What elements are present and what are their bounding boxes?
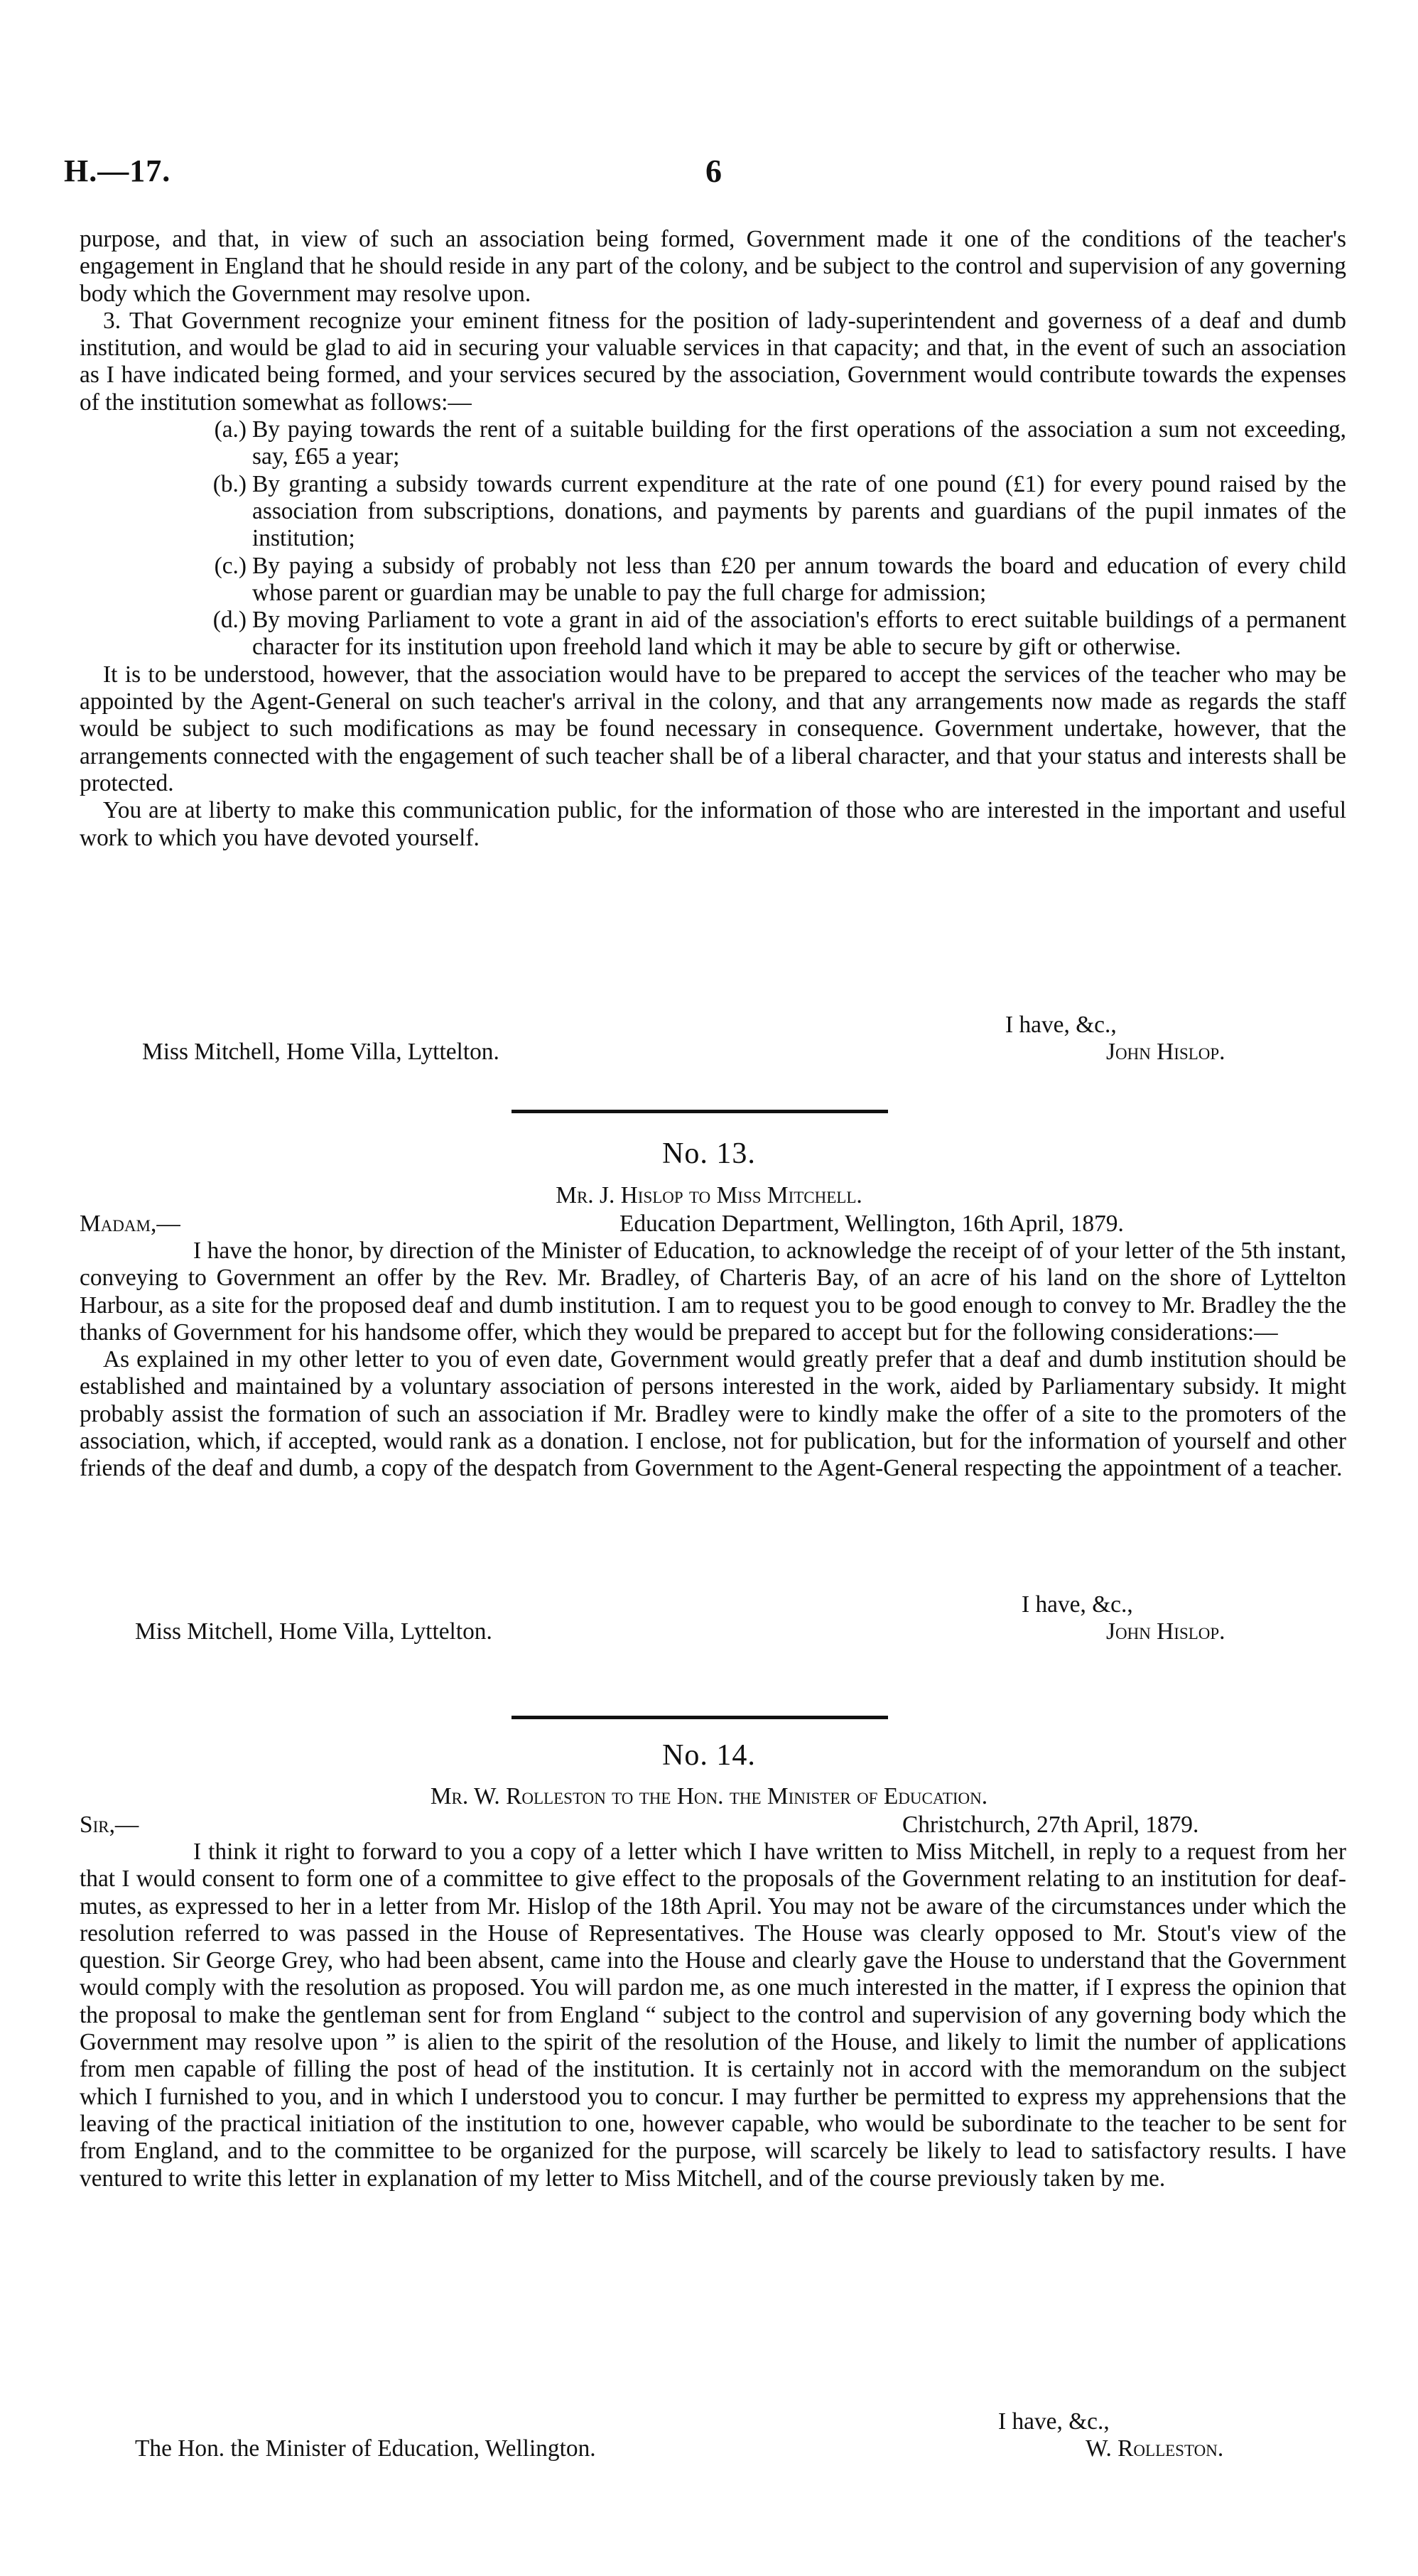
signature: W. Rolleston. — [1086, 2435, 1224, 2462]
page-number: 6 — [705, 153, 722, 189]
liberty-paragraph: You are at liberty to make this communication public, for the information of those who are interested in the important and useful work to which you have devoted yourself. — [80, 797, 1346, 851]
understood-paragraph: It is to be understood, however, that the association would have to be prepared to accept the services of the teacher who may be appointed by the Agent-General on such teacher's arrival in the colony, and that any arrangements now made as regards the staff would be subject to such modifications as may be found necessary in consequence. Government undertake, however, that the arrangements connected with the engagement of such teacher shall be of a liberal character, and that your status and interests shall be protected. — [80, 661, 1346, 796]
closing-phrase: I have, &c., — [1022, 1591, 1133, 1618]
salutation: Madam,— — [80, 1211, 180, 1237]
document-number: No. 14. — [662, 1739, 756, 1772]
intro-letter — [80, 226, 1346, 852]
salutation: Sir,— — [80, 1812, 139, 1838]
list-item-text: By paying towards the rent of a suitable building for the first operations of the association a sum not exceeding, say, £65 a year; — [252, 416, 1346, 470]
closing-phrase: I have, &c., — [1005, 1012, 1117, 1038]
dateline: Education Department, Wellington, 16th April, 1879. — [619, 1211, 1124, 1237]
signature: John Hislop. — [1106, 1618, 1225, 1645]
addressee: Miss Mitchell, Home Villa, Lyttelton. — [142, 1039, 499, 1065]
list-item-text: By granting a subsidy towards current expenditure at the rate of one pound (£1) for every pound raised by the association from subscriptions, donations, and payments by parents and guardians of the pupil inmates of the institution; — [252, 470, 1346, 552]
addressee: The Hon. the Minister of Education, Wellington. — [135, 2435, 596, 2462]
list-item — [80, 416, 1346, 471]
letter-title: Mr. W. Rolleston to the Hon. the Minister of Education. — [430, 1783, 988, 1809]
list-item — [80, 607, 1346, 661]
letter-body — [80, 1839, 1346, 2192]
closing-phrase: I have, &c., — [998, 2408, 1110, 2435]
body-paragraph: I think it right to forward to you a copy of a letter which I have written to Miss Mitchell, in reply to a request from her that I would consent to form one of a committee to give effect to the proposals of the Government relating to an institution for deaf-mutes, as expressed to her in a letter from Mr. Hislop of the 18th April. You may not be aware of the circumstances under which the resolution referred to was passed in the House of Representatives. The House was clearly opposed to Mr. Stout's view of the question. Sir George Grey, who had been absent, came into the House and clearly gave the House to understand that the Government would comply with the resolution as proposed. You will pardon me, as one much interested in the matter, if I express the opinion that the proposal to make the gentleman sent for from England “ subject to the control and supervision of any governing body which the Government may resolve upon ” is alien to the spirit of the resolution of the House, and likely to limit the number of applications from men capable of filling the post of head of the institution. It is certainly not in accord with the memorandum on the subject which I furnished to you, and in which I understood you to concur. I may further be permitted to express my apprehensions that the leaving of the practical initiation of the institution to one, however capable, who would be subordinate to the teacher to be sent for from England, and to the committee to be organized for the purpose, will scarcely be likely to lead to satisfactory results. I have ventured to write this letter in explanation of my letter to Miss Mitchell, and of the course previously taken by me. — [80, 1839, 1346, 2192]
conditions-list — [80, 416, 1346, 661]
letter-body — [80, 1238, 1346, 1483]
list-item — [80, 553, 1346, 607]
addressee: Miss Mitchell, Home Villa, Lyttelton. — [135, 1618, 492, 1645]
continuation-paragraph: purpose, and that, in view of such an association being formed, Government made it one of the conditions of the teacher's engagement in England that he should reside in any part of the colony, and be subject to the control and supervision of any governing body which the Government may resolve upon. — [80, 226, 1346, 307]
list-item-label: (d.) — [212, 607, 247, 634]
section-divider — [512, 1110, 888, 1113]
list-item-label: (a.) — [214, 416, 247, 443]
parliamentary-paper-reference: H.—17. — [64, 153, 171, 188]
body-paragraph: As explained in my other letter to you of even date, Government would greatly prefer that a deaf and dumb institution should be established and maintained by a voluntary association of persons interested in the work, aided by Parliamentary subsidy. It might probably assist the formation of such an association if Mr. Bradley were to kindly make the offer of a site to the promoters of the association, which, if accepted, would rank as a donation. I enclose, not for publication, but for the information of yourself and other friends of the deaf and dumb, a copy of the despatch from Government to the Agent-General respecting the appointment of a teacher. — [80, 1346, 1346, 1482]
paragraph-3: 3. That Government recognize your eminent fitness for the position of lady-superintendent and governess of a deaf and dumb institution, and would be glad to aid in securing your valuable services in that capacity; and that, in the event of such an association as I have indicated being formed, and your services secured by the association, Government would contribute towards the expenses of the institution somewhat as follows:— — [80, 307, 1346, 416]
letter-title: Mr. J. Hislop to Miss Mitchell. — [556, 1182, 862, 1208]
list-item-text: By paying a subsidy of probably not less than £20 per annum towards the board and education of every child whose parent or guardian may be unable to pay the full charge for admission; — [252, 552, 1346, 606]
body-paragraph: I have the honor, by direction of the Minister of Education, to acknowledge the receipt of of your letter of the 5th instant, conveying to Government an offer by the Rev. Mr. Bradley, of Charteris Bay, of an acre of his land on the shore of Lyttelton Harbour, as a site for the proposed deaf and dumb institution. I am to request you to be good enough to convey to Mr. Bradley the the thanks of Government for his handsome offer, which they would be prepared to accept but for the following considerations:— — [80, 1238, 1346, 1346]
list-item-label: (b.) — [212, 470, 247, 497]
list-item-text: By moving Parliament to vote a grant in aid of the association's efforts to erect suitable buildings of a permanent character for its institution upon freehold land which it may be able to secure by gift or otherwise. — [252, 607, 1346, 661]
list-item-label: (c.) — [214, 552, 247, 579]
document-number: No. 13. — [662, 1137, 756, 1170]
list-item — [80, 471, 1346, 553]
dateline: Christchurch, 27th April, 1879. — [902, 1812, 1199, 1838]
section-divider — [512, 1716, 888, 1719]
signature: John Hislop. — [1106, 1039, 1225, 1065]
